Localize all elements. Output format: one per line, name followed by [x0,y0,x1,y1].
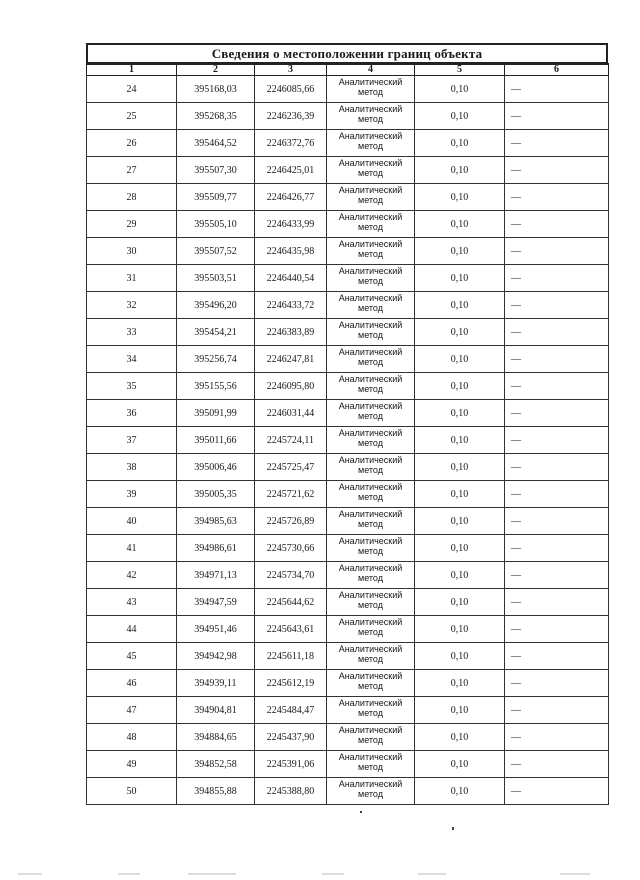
method-cell: Аналитический метод [327,130,415,157]
accuracy-cell: 0,10 [415,211,505,238]
method-cell: Аналитический метод [327,319,415,346]
accuracy-cell: 0,10 [415,454,505,481]
y-coordinate-cell: 2246435,98 [255,238,327,265]
accuracy-cell: 0,10 [415,319,505,346]
x-coordinate-cell: 395268,35 [177,103,255,130]
accuracy-cell: 0,10 [415,562,505,589]
x-coordinate-cell: 395155,56 [177,373,255,400]
x-coordinate-cell: 395005,35 [177,481,255,508]
y-coordinate-cell: 2245612,19 [255,670,327,697]
accuracy-cell: 0,10 [415,103,505,130]
column-header: 1 [87,64,177,76]
y-coordinate-cell: 2246031,44 [255,400,327,427]
description-cell: — [505,724,609,751]
accuracy-cell: 0,10 [415,481,505,508]
y-coordinate-cell: 2246383,89 [255,319,327,346]
y-coordinate-cell: 2246440,54 [255,265,327,292]
x-coordinate-cell: 395454,21 [177,319,255,346]
method-cell: Аналитический метод [327,481,415,508]
x-coordinate-cell: 394951,46 [177,616,255,643]
point-number-cell: 26 [87,130,177,157]
description-cell: — [505,319,609,346]
y-coordinate-cell: 2246372,76 [255,130,327,157]
x-coordinate-cell: 395011,66 [177,427,255,454]
x-coordinate-cell: 394884,65 [177,724,255,751]
scan-speck [360,811,362,813]
y-coordinate-cell: 2245726,89 [255,508,327,535]
y-coordinate-cell: 2245437,90 [255,724,327,751]
accuracy-cell: 0,10 [415,778,505,805]
description-cell: — [505,670,609,697]
accuracy-cell: 0,10 [415,589,505,616]
accuracy-cell: 0,10 [415,265,505,292]
method-cell: Аналитический метод [327,508,415,535]
column-header: 5 [415,64,505,76]
y-coordinate-cell: 2245644,62 [255,589,327,616]
description-cell: — [505,292,609,319]
point-number-cell: 49 [87,751,177,778]
description-cell: — [505,508,609,535]
y-coordinate-cell: 2246433,72 [255,292,327,319]
x-coordinate-cell: 394939,11 [177,670,255,697]
accuracy-cell: 0,10 [415,643,505,670]
method-cell: Аналитический метод [327,400,415,427]
point-number-cell: 32 [87,292,177,319]
y-coordinate-cell: 2246085,66 [255,76,327,103]
accuracy-cell: 0,10 [415,697,505,724]
accuracy-cell: 0,10 [415,157,505,184]
method-cell: Аналитический метод [327,103,415,130]
method-cell: Аналитический метод [327,454,415,481]
y-coordinate-cell: 2245734,70 [255,562,327,589]
method-cell: Аналитический метод [327,589,415,616]
method-cell: Аналитический метод [327,238,415,265]
point-number-cell: 35 [87,373,177,400]
method-cell: Аналитический метод [327,76,415,103]
method-cell: Аналитический метод [327,643,415,670]
method-cell: Аналитический метод [327,211,415,238]
column-header: 2 [177,64,255,76]
accuracy-cell: 0,10 [415,535,505,562]
x-coordinate-cell: 394852,58 [177,751,255,778]
description-cell: — [505,400,609,427]
y-coordinate-cell: 2245643,61 [255,616,327,643]
x-coordinate-cell: 395006,46 [177,454,255,481]
x-coordinate-cell: 395091,99 [177,400,255,427]
accuracy-cell: 0,10 [415,670,505,697]
point-number-cell: 31 [87,265,177,292]
column-header: 4 [327,64,415,76]
method-cell: Аналитический метод [327,427,415,454]
method-cell: Аналитический метод [327,292,415,319]
x-coordinate-cell: 395256,74 [177,346,255,373]
description-cell: — [505,643,609,670]
accuracy-cell: 0,10 [415,184,505,211]
point-number-cell: 45 [87,643,177,670]
accuracy-cell: 0,10 [415,292,505,319]
description-cell: — [505,265,609,292]
table-title: Сведения о местоположении границ объекта [86,43,608,63]
method-cell: Аналитический метод [327,184,415,211]
method-cell: Аналитический метод [327,346,415,373]
description-cell: — [505,211,609,238]
point-number-cell: 25 [87,103,177,130]
method-cell: Аналитический метод [327,157,415,184]
method-cell: Аналитический метод [327,778,415,805]
point-number-cell: 40 [87,508,177,535]
accuracy-cell: 0,10 [415,616,505,643]
x-coordinate-cell: 395505,10 [177,211,255,238]
x-coordinate-cell: 394942,98 [177,643,255,670]
point-number-cell: 42 [87,562,177,589]
description-cell: — [505,157,609,184]
description-cell: — [505,589,609,616]
description-cell: — [505,184,609,211]
x-coordinate-cell: 395509,77 [177,184,255,211]
accuracy-cell: 0,10 [415,238,505,265]
method-cell: Аналитический метод [327,535,415,562]
method-cell: Аналитический метод [327,562,415,589]
description-cell: — [505,130,609,157]
y-coordinate-cell: 2246095,80 [255,373,327,400]
point-number-cell: 24 [87,76,177,103]
method-cell: Аналитический метод [327,373,415,400]
point-number-cell: 37 [87,427,177,454]
description-cell: — [505,697,609,724]
x-coordinate-cell: 394855,88 [177,778,255,805]
accuracy-cell: 0,10 [415,751,505,778]
point-number-cell: 44 [87,616,177,643]
point-number-cell: 27 [87,157,177,184]
column-header: 3 [255,64,327,76]
description-cell: — [505,103,609,130]
point-number-cell: 46 [87,670,177,697]
point-number-cell: 38 [87,454,177,481]
x-coordinate-cell: 395507,30 [177,157,255,184]
description-cell: — [505,616,609,643]
point-number-cell: 43 [87,589,177,616]
y-coordinate-cell: 2245484,47 [255,697,327,724]
description-cell: — [505,751,609,778]
point-number-cell: 36 [87,400,177,427]
x-coordinate-cell: 394971,13 [177,562,255,589]
accuracy-cell: 0,10 [415,130,505,157]
y-coordinate-cell: 2246247,81 [255,346,327,373]
description-cell: — [505,346,609,373]
x-coordinate-cell: 394904,81 [177,697,255,724]
accuracy-cell: 0,10 [415,427,505,454]
accuracy-cell: 0,10 [415,346,505,373]
y-coordinate-cell: 2245730,66 [255,535,327,562]
column-header: 6 [505,64,609,76]
point-number-cell: 41 [87,535,177,562]
point-number-cell: 34 [87,346,177,373]
method-cell: Аналитический метод [327,697,415,724]
point-number-cell: 48 [87,724,177,751]
description-cell: — [505,427,609,454]
method-cell: Аналитический метод [327,751,415,778]
accuracy-cell: 0,10 [415,373,505,400]
method-cell: Аналитический метод [327,616,415,643]
point-number-cell: 39 [87,481,177,508]
x-coordinate-cell: 394947,59 [177,589,255,616]
point-number-cell: 50 [87,778,177,805]
description-cell: — [505,535,609,562]
y-coordinate-cell: 2245611,18 [255,643,327,670]
y-coordinate-cell: 2245721,62 [255,481,327,508]
point-number-cell: 28 [87,184,177,211]
accuracy-cell: 0,10 [415,76,505,103]
y-coordinate-cell: 2246236,39 [255,103,327,130]
description-cell: — [505,76,609,103]
x-coordinate-cell: 395507,52 [177,238,255,265]
x-coordinate-cell: 395168,03 [177,76,255,103]
x-coordinate-cell: 394986,61 [177,535,255,562]
point-number-cell: 29 [87,211,177,238]
description-cell: — [505,481,609,508]
accuracy-cell: 0,10 [415,724,505,751]
y-coordinate-cell: 2246433,99 [255,211,327,238]
y-coordinate-cell: 2245391,06 [255,751,327,778]
description-cell: — [505,238,609,265]
y-coordinate-cell: 2246425,01 [255,157,327,184]
y-coordinate-cell: 2245725,47 [255,454,327,481]
x-coordinate-cell: 394985,63 [177,508,255,535]
y-coordinate-cell: 2246426,77 [255,184,327,211]
x-coordinate-cell: 395496,20 [177,292,255,319]
point-number-cell: 47 [87,697,177,724]
x-coordinate-cell: 395464,52 [177,130,255,157]
method-cell: Аналитический метод [327,670,415,697]
accuracy-cell: 0,10 [415,400,505,427]
point-number-cell: 33 [87,319,177,346]
y-coordinate-cell: 2245724,11 [255,427,327,454]
description-cell: — [505,778,609,805]
description-cell: — [505,454,609,481]
y-coordinate-cell: 2245388,80 [255,778,327,805]
description-cell: — [505,373,609,400]
method-cell: Аналитический метод [327,265,415,292]
scan-speck [452,827,454,830]
point-number-cell: 30 [87,238,177,265]
method-cell: Аналитический метод [327,724,415,751]
accuracy-cell: 0,10 [415,508,505,535]
description-cell: — [505,562,609,589]
x-coordinate-cell: 395503,51 [177,265,255,292]
